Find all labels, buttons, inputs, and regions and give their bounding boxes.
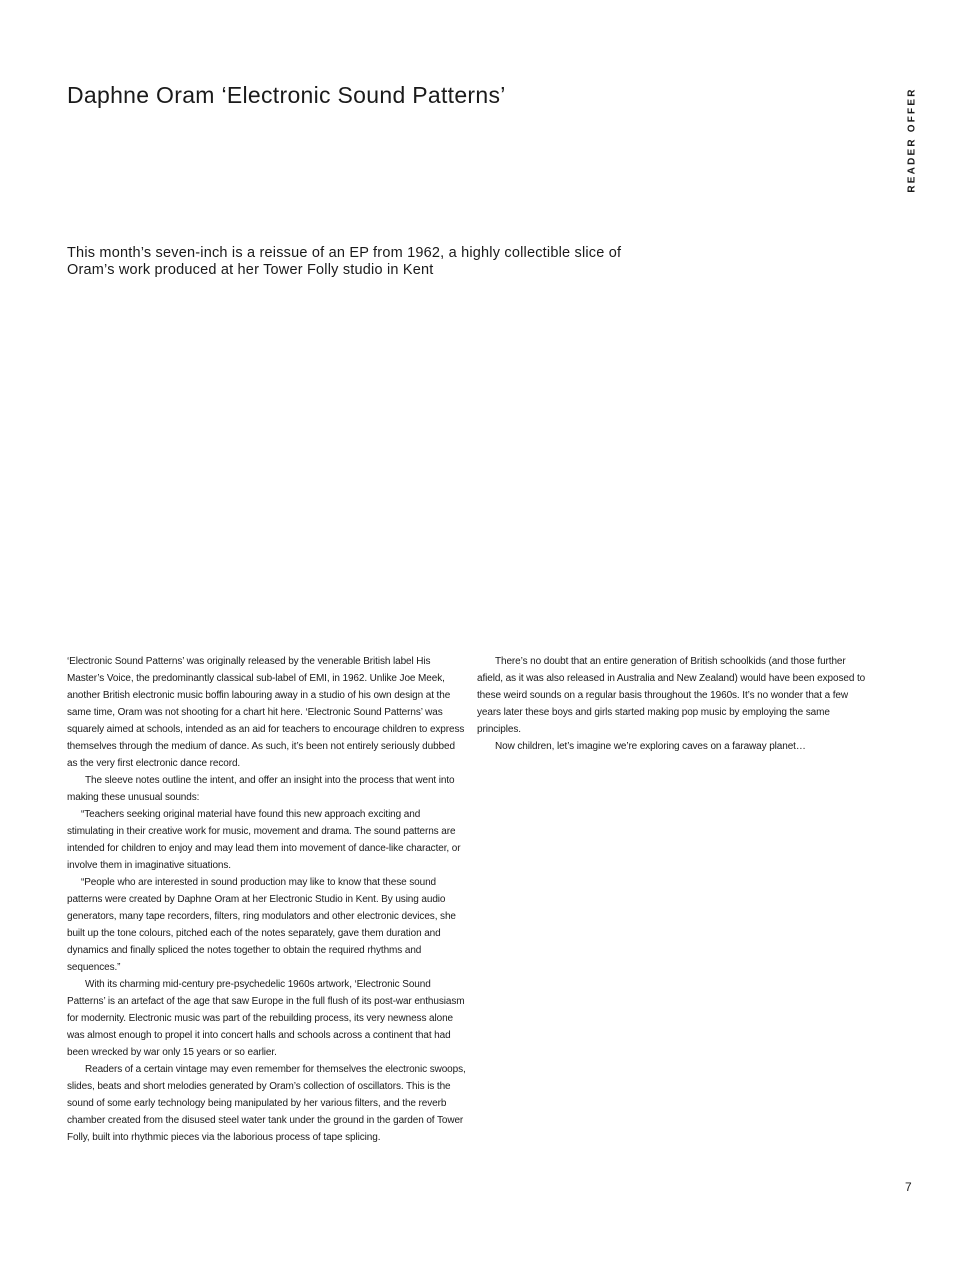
body-paragraph: ‘Electronic Sound Patterns’ was originally released by the venerable British label His Master’s Voice, the predominantly classical sub-label of EMI, in 1962. Unlike Joe Meek, another British electronic music boffin labouring away in a studio of his own design at the same time, Oram was not shooting for a chart hit here. ‘Electronic Sound Patterns’ was squarely aimed at schools, intended as an aid for teachers to encourage children to express themselves through the medium of dance. As such, it’s been not entirely seriously dubbed as the very first electronic dance record. <box>67 656 465 769</box>
body-paragraph: With its charming mid-century pre-psychedelic 1960s artwork, ‘Electronic Sound Patterns’ is an artefact of the age that saw Europe in the full flush of its post-war enthusiasm for modernity. Electronic music was part of the rebuilding process, its very newness alone was almost enough to propel it into concert halls and schools across a continent that had been wrecked by war only 15 years or so earlier. <box>67 979 465 1058</box>
body-column-left <box>67 653 467 1146</box>
body-paragraph: Readers of a certain vintage may even remember for themselves the electronic swoops, slides, beats and short melodies generated by Oram’s collection of oscillators. This is the sound of some early technology being manipulated by her various filters, and the reverb chamber created from the disused steel water tank under the ground in the garden of Tower Folly, built into rhythmic pieces via the laborious process of tape splicing. <box>67 1064 466 1143</box>
body-quote-paragraph: “People who are interested in sound production may like to know that these sound patterns were created by Daphne Oram at her Electronic Studio in Kent. By using audio generators, many tape recorders, filters, ring modulators and other electronic devices, she built up the tone colours, pitched each of the notes separately, gave them duration and dynamics and finally spliced the notes together to obtain the required rhythms and sequences.” <box>67 877 456 973</box>
section-tag: READER OFFER <box>906 87 918 193</box>
page-number: 7 <box>905 1180 912 1194</box>
body-column-right <box>477 653 872 755</box>
page-title: Daphne Oram ‘Electronic Sound Patterns’ <box>67 82 506 108</box>
body-paragraph: There’s no doubt that an entire generation of British schoolkids (and those further afield, as it was also released in Australia and New Zealand) would have been exposed to these weird sounds on a regular basis throughout the 1960s. It’s no wonder that a few years later these boys and girls started making pop music by employing the same principles. <box>477 656 866 735</box>
body-quote-paragraph: “Teachers seeking original material have found this new approach exciting and stimulating in their creative work for music, movement and drama. The sound patterns are intended for children to enjoy and may lead them into movement of dance-like character, or involve them in imaginative situations. <box>67 809 461 871</box>
body-paragraph: The sleeve notes outline the intent, and offer an insight into the process that went into making these unusual sounds: <box>67 775 455 803</box>
body-paragraph: Now children, let’s imagine we’re exploring caves on a faraway planet… <box>495 741 806 752</box>
standfirst: This month’s seven-inch is a reissue of an EP from 1962, a highly collectible slice of Oram’s work produced at her Tower Folly studio in Kent <box>67 245 622 278</box>
